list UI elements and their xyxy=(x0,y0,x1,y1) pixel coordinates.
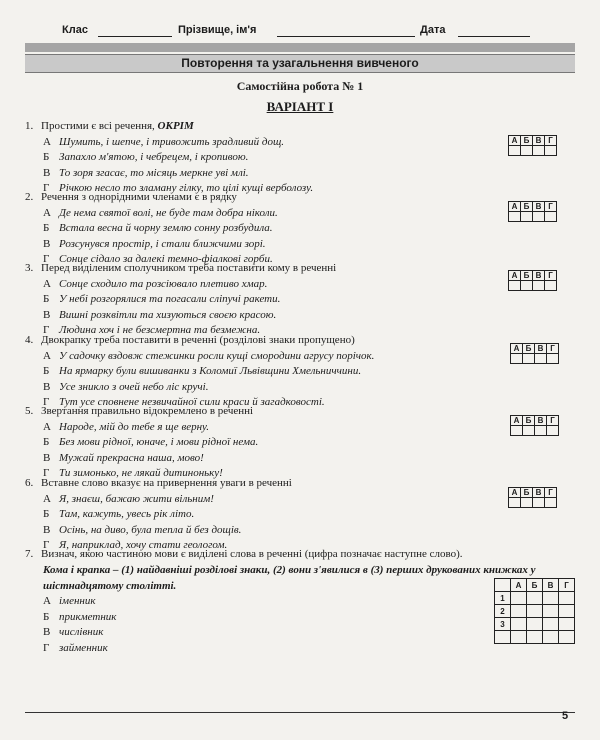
option-c[interactable]: В числівник xyxy=(43,626,104,639)
class-field[interactable] xyxy=(98,36,172,37)
date-label: Дата xyxy=(420,24,446,36)
option-a[interactable]: А У садочку вздовж стежинки росли кущі смородини агрусу порічок. xyxy=(43,349,375,362)
option-c[interactable]: В То зоря згасає, то місяць меркне уві млі. xyxy=(43,166,249,179)
question-number: 1. xyxy=(25,120,34,132)
option-a[interactable]: А Шумить, і шепче, і тривожить зрадливий дощ. xyxy=(43,135,285,148)
section-title: Повторення та узагальнення вивченого xyxy=(25,54,575,73)
question-7: 7. Визнач, якою частиною мови є виділені слова в реченні (цифра позначає наступне слово). xyxy=(25,548,463,560)
option-c[interactable]: В Усе зникло з очей небо ліс кручі. xyxy=(43,380,209,393)
variant-title: ВАРІАНТ І xyxy=(266,99,334,114)
answer-grid-6[interactable]: А Б В Г xyxy=(508,487,557,508)
option-b[interactable]: Б Встала весна й чорну землю сонну розбудила. xyxy=(43,222,273,235)
student-info-header xyxy=(40,20,560,42)
footer-divider xyxy=(25,712,575,713)
question-2: 2. Речення з однорідними членами є в рядку А Де нема святої волі, не буде там добра ніколи. Б Встала весна й чорну землю сонну розбудила. В Розсунувся простір, і стали ближчими зорі. Г Сонце сідало за далекі темно-фіалкові горби. xyxy=(25,190,505,268)
class-label: Клас xyxy=(62,24,88,36)
option-d[interactable]: Г Річкою несло то зламану гілку, то цілі кущі верболозу. xyxy=(43,182,314,195)
option-c[interactable]: В Осінь, на диво, була тепла й без дощів. xyxy=(43,523,242,536)
question-5: 5. Звертання правильно відокремлено в реченні А Народе, мій до тебе я ще верну. Б Без мови рідної, юначе, і мови рідної нема. В Мужай прекрасна наша, мово! Г Ти зимонько, не лякай дитиноньку! xyxy=(25,404,505,482)
option-b[interactable]: Б На ярмарку були вишиванки з Коломиї Львівщини Хмельниччини. xyxy=(43,365,362,378)
option-b[interactable]: Б Запахло м'ятою, і чебрецем, і кропивою. xyxy=(43,151,249,164)
option-a[interactable]: А Народе, мій до тебе я ще верну. xyxy=(43,420,209,433)
option-d[interactable]: Г Людина хоч і не безсмертна та безмежна. xyxy=(43,324,261,337)
option-d[interactable]: Г Сонце сідало за далекі темно-фіалкові горби. xyxy=(43,253,273,266)
answer-grid-7[interactable]: А Б В Г 1 2 3 xyxy=(494,578,575,644)
question-4: 4. Двокрапку треба поставити в реченні (розділові знаки пропущено) А У садочку вздовж стежинки росли кущі смородини агрусу порічок. Б На ярмарку були вишиванки з Коломиї Львівщини Хмельниччини. В Усе зникло з очей небо ліс кручі. Г Тут усе сповнене незвичайної сили краси й загадковості. xyxy=(25,333,505,411)
answer-grid-3[interactable]: А Б В Г xyxy=(508,270,557,291)
question-emphasis: ОКРІМ xyxy=(157,120,194,132)
name-label: Прізвище, ім'я xyxy=(178,24,257,36)
answer-grid-5[interactable]: А Б В Г xyxy=(510,415,559,436)
answer-grid-2[interactable]: А Б В Г xyxy=(508,201,557,222)
option-b[interactable]: Б У небі розгорялися та погасали сліпучі ракети. xyxy=(43,293,281,306)
option-a[interactable]: А іменник xyxy=(43,595,96,607)
date-field[interactable] xyxy=(458,36,530,37)
question-1 xyxy=(25,119,505,197)
question-7-options xyxy=(25,594,225,656)
option-d[interactable]: Г Тут усе сповнене незвичайної сили краси й загадковості. xyxy=(43,396,325,409)
option-c[interactable]: В Вишні розквітли та хизуються своєю красою. xyxy=(43,308,277,321)
option-a[interactable]: А Сонце сходило та розсіювало плетиво хмар. xyxy=(43,277,268,290)
option-b[interactable]: Б Там, кажуть, увесь рік літо. xyxy=(43,508,195,521)
question-7-sentence: Кома і крапка – (1) найдавніші розділові знаки, (2) вони з'явилися в (3) перших друкованих книжках у шістнадцятому столітті. xyxy=(43,564,536,592)
answer-grid-1[interactable]: А Б В Г xyxy=(508,135,557,156)
option-d[interactable]: Г Ти зимонько, не лякай дитиноньку! xyxy=(43,467,223,480)
option-a[interactable]: А Я, знаєш, бажаю жити вільним! xyxy=(43,492,214,505)
option-b[interactable]: Б Без мови рідної, юначе, і мови рідної нема. xyxy=(43,436,259,449)
option-c[interactable]: В Мужай прекрасна наша, мово! xyxy=(43,451,204,464)
option-b[interactable]: Б прикметник xyxy=(43,610,117,623)
question-3: 3. Перед виділеним сполучником треба поставити кому в реченні А Сонце сходило та розсіювало плетиво хмар. Б У небі розгорялися та погасали сліпучі ракети. В Вишні розквітли та хизуються своєю красою. Г Людина хоч і не безсмертна та безмежна. xyxy=(25,261,505,339)
option-d[interactable]: Г займенник xyxy=(43,641,108,654)
name-field[interactable] xyxy=(277,36,415,37)
option-d[interactable]: Г Я, наприклад, хочу стати геологом. xyxy=(43,539,228,552)
option-a[interactable]: А Де нема святої волі, не буде там добра ніколи. xyxy=(43,206,278,219)
answer-grid-4[interactable]: А Б В Г xyxy=(510,343,559,364)
work-title: Самостійна робота № 1 xyxy=(236,79,364,93)
question-stem: Простими є всі речення, xyxy=(41,120,155,132)
decorative-bar xyxy=(25,43,575,52)
page-number: 5 xyxy=(562,710,569,722)
option-c[interactable]: В Розсунувся простір, і стали ближчими зорі. xyxy=(43,237,266,250)
question-6: 6. Вставне слово вказує на привернення уваги в реченні А Я, знаєш, бажаю жити вільним! Б Там, кажуть, увесь рік літо. В Осінь, на диво, була тепла й без дощів. Г Я, наприклад, хочу стати геологом. xyxy=(25,476,505,554)
